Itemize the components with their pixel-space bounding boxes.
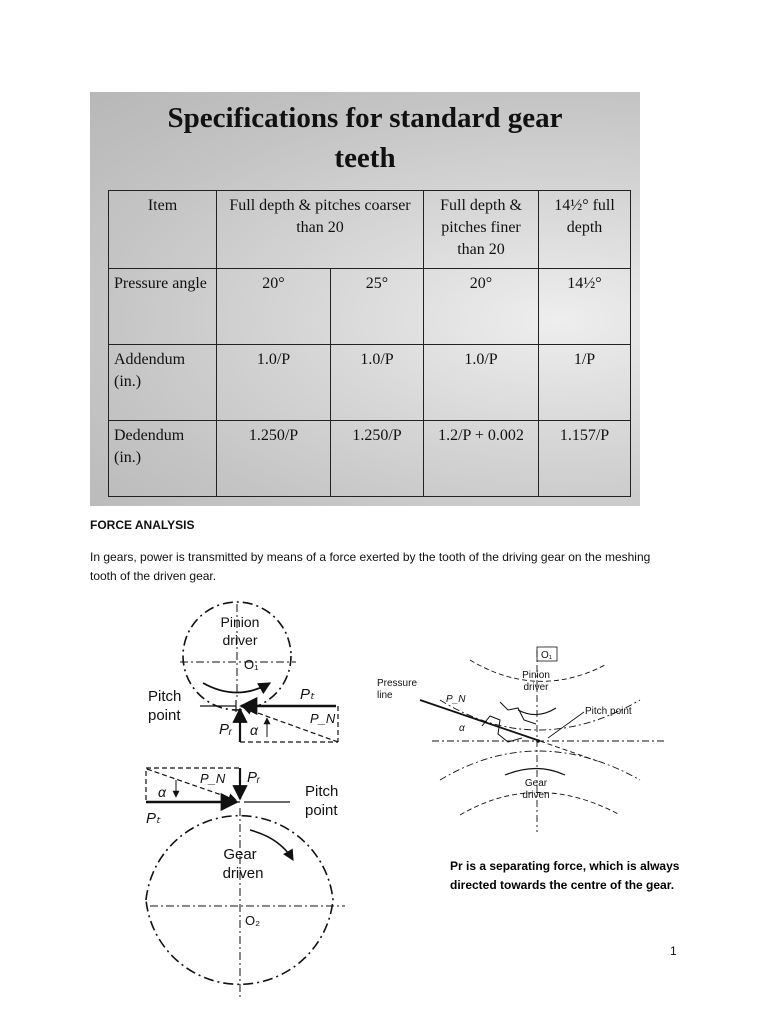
section-paragraph: In gears, power is transmitted by means of a force exerted by the tooth of the driving gear on the meshing tooth of the driven gear.: [90, 550, 651, 583]
pitch-point-label: Pitch: [148, 688, 182, 705]
table-cell: 20°: [424, 269, 539, 345]
pn-label: P_N: [446, 694, 466, 705]
pressure-line-label: Pressure: [377, 678, 418, 689]
slide-title-line-1: Specifications for standard gear: [167, 102, 563, 134]
pressure-line-ext: [540, 741, 600, 762]
page-number: 1: [670, 944, 677, 958]
separating-force-note: Pr is a separating force, which is always directed towards the centre of the gear.: [450, 859, 680, 892]
table-cell: 1/P: [539, 345, 631, 421]
table-cell: 1.250/P: [217, 421, 331, 497]
pitch-point-label: Pitch: [305, 783, 339, 800]
pinion-label: driver: [222, 632, 258, 648]
table-cell: 25°: [331, 269, 424, 345]
pinion-label: driver: [523, 682, 549, 693]
gear-label: driven: [222, 865, 264, 882]
center-o1-label: O₁: [244, 657, 259, 672]
alpha-label: α: [459, 723, 465, 734]
tooth-profile: [500, 702, 536, 724]
table-header-cell: 14½° full depth: [539, 191, 631, 269]
table-cell: 20°: [217, 269, 331, 345]
table-cell: 1.0/P: [424, 345, 539, 421]
gear-rotation-arrow: [505, 769, 565, 776]
tooth-profile: [482, 716, 522, 742]
pressure-line: [420, 700, 540, 741]
table-cell: 1.250/P: [331, 421, 424, 497]
gear-label: Gear: [223, 846, 257, 863]
table-cell: 1.0/P: [331, 345, 424, 421]
gear-pitch-arc: [440, 751, 640, 780]
pr-label: Pᵣ: [219, 721, 232, 738]
pt-label: Pₜ: [146, 810, 161, 827]
section-heading: FORCE ANALYSIS: [90, 518, 195, 532]
gear-label: driven: [522, 790, 550, 801]
table-cell: Dedendum (in.): [109, 421, 217, 497]
pinion-label: Pinion: [522, 670, 550, 681]
center-o1-label: O₁: [541, 650, 553, 661]
pitch-point-label: point: [148, 707, 181, 724]
table-cell: 1.157/P: [539, 421, 631, 497]
slide-title-line-2: teeth: [334, 142, 396, 174]
alpha-label: α: [158, 784, 166, 800]
alpha-label: α: [250, 722, 258, 738]
table-cell: Pressure angle: [109, 269, 217, 345]
center-o2-label: O₂: [245, 913, 261, 928]
table-header-cell: Item: [109, 191, 217, 269]
table-header-cell: Full depth & pitches finer than 20: [424, 191, 539, 269]
pn-label: P_N: [310, 711, 336, 726]
pinion-label: Pinion: [220, 614, 260, 630]
pt-label: Pₜ: [300, 686, 315, 703]
pitch-point-label: Pitch point: [585, 706, 632, 717]
pn-label: P_N: [200, 771, 226, 786]
table-cell: 1.0/P: [217, 345, 331, 421]
table-cell: Addendum (in.): [109, 345, 217, 421]
gear-label: Gear: [524, 778, 548, 789]
pitch-point-leader: [548, 712, 584, 738]
pitch-point-dot: [536, 739, 540, 743]
table-cell: 1.2/P + 0.002: [424, 421, 539, 497]
table-cell: 14½°: [539, 269, 631, 345]
pr-label: Pᵣ: [247, 769, 260, 786]
pressure-line-label: line: [377, 690, 393, 701]
pitch-point-label: point: [305, 802, 338, 819]
table-header-cell: Full depth & pitches coarser than 20: [217, 191, 424, 269]
